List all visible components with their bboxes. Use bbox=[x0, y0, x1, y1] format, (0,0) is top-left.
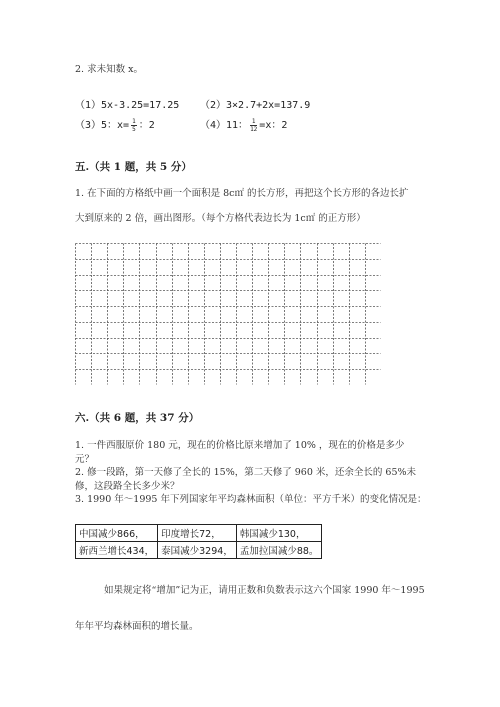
section5-question-line2: 大到原来的 2 倍，画出图形。（每个方格代表边长为 1c㎡ 的正方形） bbox=[75, 213, 366, 224]
section2-title: 2. 求未知数 x。 bbox=[75, 64, 143, 75]
section6-q1-line1: 1. 一件西服原价 180 元，现在的价格比原来增加了 10% ，现在的价格是多少 bbox=[75, 440, 405, 451]
equation-3-right: ：2 bbox=[138, 120, 155, 131]
table-cell: 中国减少866， bbox=[76, 525, 158, 542]
equation-2: （2）3×2.7+2x=137.9 bbox=[200, 100, 311, 111]
table-cell: 新西兰增长434， bbox=[76, 542, 158, 559]
fraction-one-twelfth: $\frac{1}{12}$ bbox=[250, 117, 258, 133]
table-cell: 孟加拉国减少88。 bbox=[236, 542, 322, 559]
section6-q2-line1: 2. 修一段路，第一天修了全长的 15%，第二天修了 960 米，还余全长的 65%未 bbox=[75, 467, 417, 478]
table-cell: 泰国减少3294， bbox=[158, 542, 237, 559]
equation-3 bbox=[75, 116, 155, 133]
section6-q2-line2: 修，这段路全长多少米？ bbox=[75, 481, 180, 492]
grid-svg bbox=[75, 243, 381, 385]
table-cell: 韩国减少130， bbox=[236, 525, 322, 542]
equation-3-left: （3）5：x= bbox=[75, 120, 130, 131]
section6-heading: 六.（共 6 题，共 37 分） bbox=[75, 412, 200, 424]
forest-change-table bbox=[75, 524, 322, 559]
table-row bbox=[76, 525, 322, 542]
equation-1: （1）5x-3.25=17.25 bbox=[75, 100, 180, 111]
section5-question-line1: 1. 在下面的方格纸中画一个面积是 8c㎡ 的长方形，再把这个长方形的各边长扩 bbox=[75, 188, 409, 199]
section5-heading: 五.（共 1 题，共 5 分） bbox=[75, 161, 192, 173]
section6-footer-line1: 如果规定将“增加”记为正，请用正数和负数表示这六个国家 1990 年～1995 bbox=[104, 585, 425, 596]
section6-footer-line2: 年年平均森林面积的增长量。 bbox=[75, 621, 199, 632]
table-row bbox=[76, 542, 322, 559]
equation-4 bbox=[200, 116, 287, 133]
table-cell: 印度增长72， bbox=[158, 525, 237, 542]
section6-q1-line2: 元？ bbox=[75, 454, 95, 465]
equation-4-left: （4）11： bbox=[200, 120, 249, 131]
fraction-one-fifth: $\frac{1}{5}$ bbox=[132, 117, 136, 133]
equation-4-right: =x：2 bbox=[259, 120, 288, 131]
section6-q3-line1: 3. 1990 年～1995 年下列国家年平均森林面积（单位：平方千米）的变化情况是： bbox=[75, 494, 427, 505]
graph-paper-grid[interactable] bbox=[75, 243, 381, 385]
